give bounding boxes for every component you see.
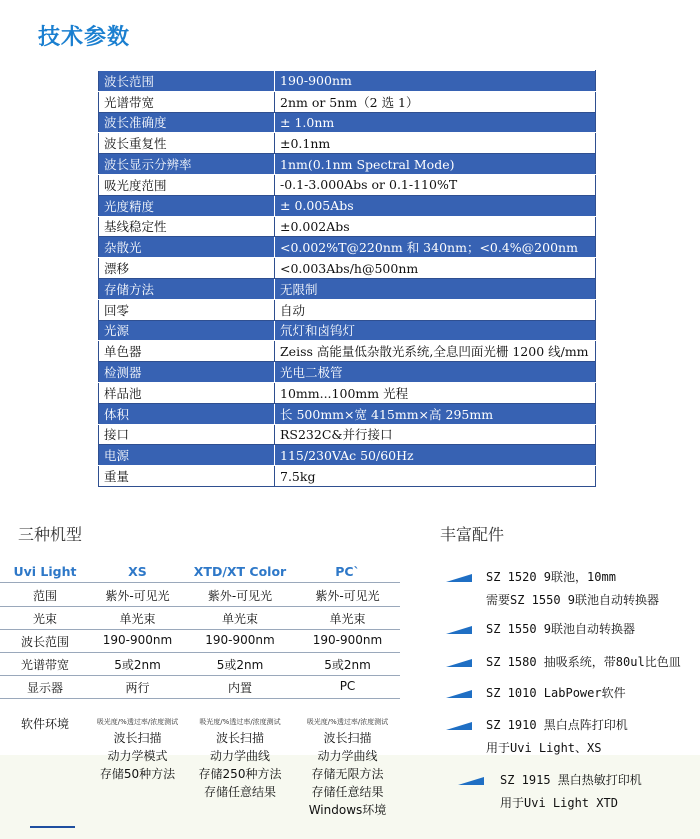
spec-value: 2nm or 5nm（2 选 1） bbox=[275, 91, 596, 112]
spec-table bbox=[98, 70, 596, 487]
models-heading: 三种机型 bbox=[18, 525, 83, 544]
software-feature: 存储无限方法 bbox=[311, 767, 384, 781]
software-feature: 波长扫描 bbox=[323, 731, 372, 745]
spec-key: 回零 bbox=[99, 299, 275, 320]
bullet-triangle-icon bbox=[446, 626, 472, 634]
spec-key: 存储方法 bbox=[99, 278, 275, 299]
spec-value: 无限制 bbox=[275, 278, 596, 299]
spec-row bbox=[99, 299, 596, 320]
spec-key: 基线稳定性 bbox=[99, 216, 275, 237]
spec-row bbox=[99, 174, 596, 195]
spec-value: 7.5kg bbox=[275, 466, 596, 487]
spec-value: RS232C&并行接口 bbox=[275, 424, 596, 445]
spec-key: 波长重复性 bbox=[99, 133, 275, 154]
software-feature: 动力学模式 bbox=[107, 749, 168, 763]
spec-key: 漂移 bbox=[99, 258, 275, 279]
accessory-item: SZ 1550 9联池自动转换器 bbox=[486, 622, 636, 636]
spec-row bbox=[99, 445, 596, 466]
spec-key: 重量 bbox=[99, 466, 275, 487]
spec-row bbox=[99, 195, 596, 216]
accessory-item: SZ 1520 9联池，10mm bbox=[486, 570, 616, 584]
software-feature: 波长扫描 bbox=[113, 731, 162, 745]
spec-value: <0.002%T@220nm 和 340nm；<0.4%@200nm bbox=[275, 237, 596, 258]
spec-value: Zeiss 高能量低杂散光系统,全息凹面光栅 1200 线/mm bbox=[275, 341, 596, 362]
model-row-label: 波长范围 bbox=[20, 635, 69, 649]
software-feature: 动力学曲线 bbox=[209, 749, 270, 763]
page-title: 技术参数 bbox=[38, 25, 131, 50]
accessory-item: SZ 1910 黑白点阵打印机 bbox=[486, 718, 628, 732]
spec-row bbox=[99, 237, 596, 258]
model-cell: 单光束 bbox=[329, 612, 366, 626]
spec-row bbox=[99, 71, 596, 92]
spec-key: 体积 bbox=[99, 403, 275, 424]
software-feature: 存储250种方法 bbox=[198, 767, 282, 781]
software-feature: 存储50种方法 bbox=[99, 767, 176, 781]
model-cell: 5或2nm bbox=[216, 658, 264, 672]
model-row bbox=[0, 652, 400, 675]
spec-key: 样品池 bbox=[99, 382, 275, 403]
bullet-triangle-icon bbox=[446, 574, 472, 582]
spec-key: 接口 bbox=[99, 424, 275, 445]
bullet-triangle-icon bbox=[458, 777, 484, 785]
spec-key: 波长范围 bbox=[99, 71, 275, 92]
spec-value: ±0.1nm bbox=[275, 133, 596, 154]
model-row bbox=[0, 675, 400, 698]
spec-value: ± 1.0nm bbox=[275, 112, 596, 133]
spec-row bbox=[99, 466, 596, 487]
header-xs: XS bbox=[128, 564, 147, 579]
spec-row bbox=[99, 382, 596, 403]
header-xtd: XTD/XT Color bbox=[193, 564, 287, 579]
model-row-label: 显示器 bbox=[26, 681, 63, 695]
model-cell: 紫外-可见光 bbox=[315, 589, 380, 603]
spec-value: 光电二极管 bbox=[275, 362, 596, 383]
spec-key: 光度精度 bbox=[99, 195, 275, 216]
spec-key: 光谱带宽 bbox=[99, 91, 275, 112]
software-test-label: 吸光度/%透过率/浓度测试 bbox=[96, 718, 179, 726]
accessory-item: SZ 1580 抽吸系统，带80ul比色皿 bbox=[486, 655, 681, 669]
model-cell: PC bbox=[339, 679, 356, 693]
spec-row bbox=[99, 424, 596, 445]
spec-row bbox=[99, 341, 596, 362]
models-header-row bbox=[0, 561, 400, 583]
software-feature: Windows环境 bbox=[308, 803, 387, 817]
row-divider bbox=[0, 698, 400, 699]
bullet-triangle-icon bbox=[446, 722, 472, 730]
spec-value: 自动 bbox=[275, 299, 596, 320]
model-cell: 190-900nm bbox=[102, 633, 173, 647]
software-feature: 存储任意结果 bbox=[311, 785, 384, 799]
bullet-triangle-icon bbox=[446, 690, 472, 698]
footer-divider bbox=[30, 826, 75, 828]
header-pc: PC` bbox=[335, 564, 360, 579]
spec-row bbox=[99, 154, 596, 175]
spec-value: 10mm...100mm 光程 bbox=[275, 382, 596, 403]
software-feature: 波长扫描 bbox=[215, 731, 264, 745]
model-cell: 5或2nm bbox=[114, 658, 161, 672]
software-label: 软件环境 bbox=[20, 717, 69, 731]
spec-key: 光源 bbox=[99, 320, 275, 341]
spec-key: 电源 bbox=[99, 445, 275, 466]
accessories-heading: 丰富配件 bbox=[440, 525, 505, 544]
model-row-label: 光谱带宽 bbox=[20, 658, 69, 672]
model-cell: 内置 bbox=[227, 681, 252, 695]
spec-value: 115/230VAc 50/60Hz bbox=[275, 445, 596, 466]
software-test-label: 吸光度/%透过率/浓度测试 bbox=[199, 718, 281, 726]
model-row bbox=[0, 629, 400, 652]
model-cell: 5或2nm bbox=[324, 658, 371, 672]
spec-row bbox=[99, 362, 596, 383]
model-cell: 两行 bbox=[125, 681, 150, 695]
spec-key: 杂散光 bbox=[99, 237, 275, 258]
spec-key: 波长显示分辨率 bbox=[99, 154, 275, 175]
model-cell: 紫外-可见光 bbox=[105, 589, 170, 603]
model-row bbox=[0, 583, 400, 606]
spec-row bbox=[99, 216, 596, 237]
spec-value: 1nm(0.1nm Spectral Mode) bbox=[275, 154, 596, 175]
spec-row bbox=[99, 91, 596, 112]
model-cell: 单光束 bbox=[221, 612, 258, 626]
software-feature: 动力学曲线 bbox=[317, 749, 378, 763]
accessory-note: 用于Uvi Light、XS bbox=[486, 741, 602, 755]
model-row-label: 范围 bbox=[32, 589, 57, 603]
spec-row bbox=[99, 133, 596, 154]
bullet-triangle-icon bbox=[446, 659, 472, 667]
accessory-item: SZ 1915 黑白热敏打印机 bbox=[500, 773, 642, 787]
model-row bbox=[0, 606, 400, 629]
model-cell: 单光束 bbox=[119, 612, 156, 626]
model-cell: 190-900nm bbox=[205, 633, 275, 647]
accessory-note: 需要SZ 1550 9联池自动转换器 bbox=[486, 593, 660, 607]
spec-row bbox=[99, 278, 596, 299]
spec-value: -0.1-3.000Abs or 0.1-110%T bbox=[275, 174, 596, 195]
spec-value: <0.003Abs/h@500nm bbox=[275, 258, 596, 279]
software-test-label: 吸光度/%透过率/浓度测试 bbox=[306, 718, 389, 726]
spec-key: 吸光度范围 bbox=[99, 174, 275, 195]
spec-value: 190-900nm bbox=[275, 71, 596, 92]
software-row bbox=[0, 713, 400, 833]
header-uvi-light: Uvi Light bbox=[13, 564, 77, 579]
software-feature: 存储任意结果 bbox=[203, 785, 276, 799]
accessory-item: SZ 1010 LabPower软件 bbox=[486, 686, 626, 700]
spec-value: ±0.002Abs bbox=[275, 216, 596, 237]
model-cell: 190-900nm bbox=[312, 633, 383, 647]
spec-value: 氘灯和卤钨灯 bbox=[275, 320, 596, 341]
spec-key: 检测器 bbox=[99, 362, 275, 383]
spec-row bbox=[99, 112, 596, 133]
spec-value: 长 500mm×宽 415mm×高 295mm bbox=[275, 403, 596, 424]
accessory-note: 用于Uvi Light XTD bbox=[500, 796, 618, 810]
spec-value: ± 0.005Abs bbox=[275, 195, 596, 216]
spec-row bbox=[99, 403, 596, 424]
spec-key: 波长准确度 bbox=[99, 112, 275, 133]
model-cell: 紫外-可见光 bbox=[207, 589, 273, 603]
model-row-label: 光束 bbox=[32, 612, 57, 626]
spec-row bbox=[99, 320, 596, 341]
spec-key: 单色器 bbox=[99, 341, 275, 362]
spec-row bbox=[99, 258, 596, 279]
